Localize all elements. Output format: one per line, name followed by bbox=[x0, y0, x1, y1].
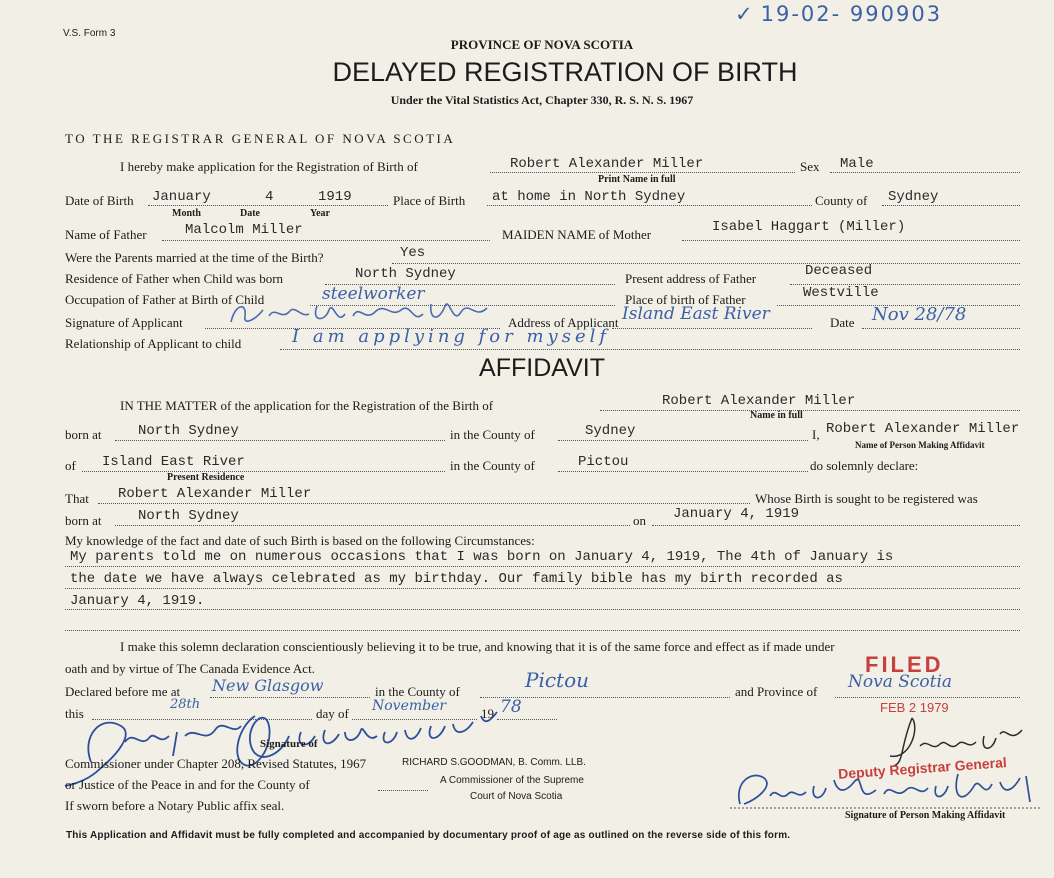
province-label: and Province of bbox=[735, 684, 818, 699]
residence-caption: Present Residence bbox=[167, 472, 245, 483]
whose-birth-label: Whose Birth is sought to be registered was bbox=[755, 491, 978, 506]
aff-name: Robert Alexander Miller bbox=[662, 393, 856, 409]
aff-county: Sydney bbox=[585, 423, 636, 439]
application-label: I hereby make application for the Registration of Birth of bbox=[120, 159, 418, 174]
sex-value: Male bbox=[840, 156, 874, 172]
aff-residence-county: Pictou bbox=[578, 454, 629, 470]
county-value: Sydney bbox=[888, 189, 939, 205]
declared-year: 78 bbox=[500, 697, 522, 717]
mother-name: Isabel Haggart (Miller) bbox=[712, 219, 906, 235]
file-number: ✓ 19-02- 990903 bbox=[735, 2, 943, 26]
mother-label: MAIDEN NAME of Mother bbox=[502, 227, 652, 242]
declaration-1: I make this solemn declaration conscientiously believing it to be true, and knowing that it is of the same force and effect as if made under bbox=[120, 639, 835, 654]
occupation-value: steelworker bbox=[322, 284, 425, 304]
address-applicant-value: Island East River bbox=[622, 304, 770, 324]
birth-year: 1919 bbox=[318, 189, 352, 205]
filed-stamp: FILED bbox=[865, 652, 944, 677]
form-number: V.S. Form 3 bbox=[63, 28, 116, 39]
province-heading: PROVINCE OF NOVA SCOTIA bbox=[450, 37, 634, 52]
child-name: Robert Alexander Miller bbox=[510, 156, 704, 172]
aff-born-at: North Sydney bbox=[138, 423, 239, 439]
place-birth-father-label: Place of birth of Father bbox=[625, 292, 746, 307]
declared-county: Pictou bbox=[525, 668, 590, 692]
declared-before-label: Declared before me at bbox=[65, 684, 181, 699]
notary-label: If sworn before a Notary Public affix seal. bbox=[65, 798, 285, 813]
signature-of-caption: Signature of bbox=[260, 738, 318, 750]
declared-province: Nova Scotia bbox=[848, 672, 953, 692]
i-label: I, bbox=[812, 427, 820, 442]
residence-value: North Sydney bbox=[355, 266, 456, 282]
declared-day: 28th bbox=[170, 697, 201, 712]
justice-label: or Justice of the Peace in and for the County of bbox=[65, 777, 310, 792]
declared-month: November bbox=[372, 698, 447, 714]
born-at-label: born at bbox=[65, 427, 102, 442]
married-value: Yes bbox=[400, 245, 426, 261]
circumstance-line-3: January 4, 1919. bbox=[70, 593, 205, 609]
relationship-value: I am applying for myself bbox=[292, 326, 611, 347]
subtitle: Under the Vital Statistics Act, Chapter 330, R. S. N. S. 1967 bbox=[390, 93, 694, 107]
place-of-birth: at home in North Sydney bbox=[492, 189, 686, 205]
declared-at: New Glasgow bbox=[212, 676, 324, 695]
aff-county-label: in the County of bbox=[450, 427, 535, 442]
that-label: That bbox=[65, 491, 89, 506]
place-of-birth-label: Place of Birth bbox=[393, 193, 466, 208]
declared-county-label: in the County of bbox=[375, 684, 460, 699]
page-title: DELAYED REGISTRATION OF BIRTH bbox=[332, 57, 798, 87]
address-applicant-label: Address of Applicant bbox=[508, 315, 619, 330]
relationship-label: Relationship of Applicant to child bbox=[65, 336, 242, 351]
filed-date: FEB 2 1979 bbox=[880, 700, 949, 715]
married-label: Were the Parents married at the time of the Birth? bbox=[65, 250, 324, 265]
on-label: on bbox=[633, 513, 646, 528]
aff-county2-label: in the County of bbox=[450, 458, 535, 473]
birth-month: January bbox=[152, 189, 211, 205]
residence-label: Residence of Father when Child was born bbox=[65, 271, 284, 286]
aff-born-at2: North Sydney bbox=[138, 508, 239, 524]
this-label: this bbox=[65, 706, 84, 721]
year-caption: Year bbox=[310, 208, 330, 219]
occupation-label: Occupation of Father at Birth of Child bbox=[65, 292, 265, 307]
sex-label: Sex bbox=[800, 159, 820, 174]
signature-applicant-label: Signature of Applicant bbox=[65, 315, 183, 330]
knowledge-label: My knowledge of the fact and date of such Birth is based on the following Circumstances: bbox=[65, 533, 535, 548]
present-address-value: Deceased bbox=[805, 263, 873, 279]
commissioner-label: Commissioner under Chapter 208, Revised Statutes, 1967 bbox=[65, 756, 367, 771]
declaration-2: oath and by virtue of The Canada Evidence Act. bbox=[65, 661, 315, 676]
date-of-birth-label: Date of Birth bbox=[65, 193, 134, 208]
present-address-label: Present address of Father bbox=[625, 271, 757, 286]
affidavit-heading: AFFIDAVIT bbox=[479, 354, 605, 382]
father-label: Name of Father bbox=[65, 227, 147, 242]
year-prefix: 19 bbox=[481, 706, 494, 721]
of-label: of bbox=[65, 458, 76, 473]
person-signature-caption: Signature of Person Making Affidavit bbox=[845, 810, 1006, 821]
declare-label: do solemnly declare: bbox=[810, 458, 919, 473]
birth-day: 4 bbox=[265, 189, 274, 205]
county-label: County of bbox=[815, 193, 868, 208]
circumstance-line-2: the date we have always celebrated as my birthday. Our family bible has my birth recorded as bbox=[70, 571, 843, 587]
deputy-registrar: Deputy Registrar General bbox=[837, 754, 1008, 782]
date-caption: Date bbox=[240, 208, 260, 219]
to-registrar: TO THE REGISTRAR GENERAL OF NOVA SCOTIA bbox=[65, 131, 456, 146]
aff-residence: Island East River bbox=[102, 454, 245, 470]
date-label: Date bbox=[830, 315, 855, 330]
matter-label: IN THE MATTER of the application for the Registration of the Birth of bbox=[120, 398, 494, 413]
father-name: Malcolm Miller bbox=[185, 222, 303, 238]
place-birth-father-value: Westville bbox=[803, 285, 879, 301]
commissioner-title-2: Court of Nova Scotia bbox=[470, 791, 563, 802]
born-at2-label: born at bbox=[65, 513, 102, 528]
circumstance-line-1: My parents told me on numerous occasions that I was born on January 4, 1919, The 4th of January is bbox=[70, 549, 894, 565]
commissioner-name: RICHARD S.GOODMAN, B. Comm. LLB. bbox=[402, 757, 586, 768]
print-name-caption: Print Name in full bbox=[598, 174, 676, 185]
day-of-label: day of bbox=[316, 706, 349, 721]
month-caption: Month bbox=[172, 208, 201, 219]
name-in-full-caption: Name in full bbox=[750, 410, 803, 421]
footer-note: This Application and Affidavit must be fully completed and accompanied by documentary proof of age as outlined on the reverse side of this form. bbox=[66, 830, 791, 841]
commissioner-title-1: A Commissioner of the Supreme bbox=[440, 775, 584, 786]
person-caption: Name of Person Making Affidavit bbox=[855, 440, 985, 450]
aff-person: Robert Alexander Miller bbox=[826, 421, 1020, 437]
aff-on-date: January 4, 1919 bbox=[673, 506, 800, 522]
aff-that-name: Robert Alexander Miller bbox=[118, 486, 312, 502]
application-date: Nov 28/78 bbox=[872, 304, 967, 325]
